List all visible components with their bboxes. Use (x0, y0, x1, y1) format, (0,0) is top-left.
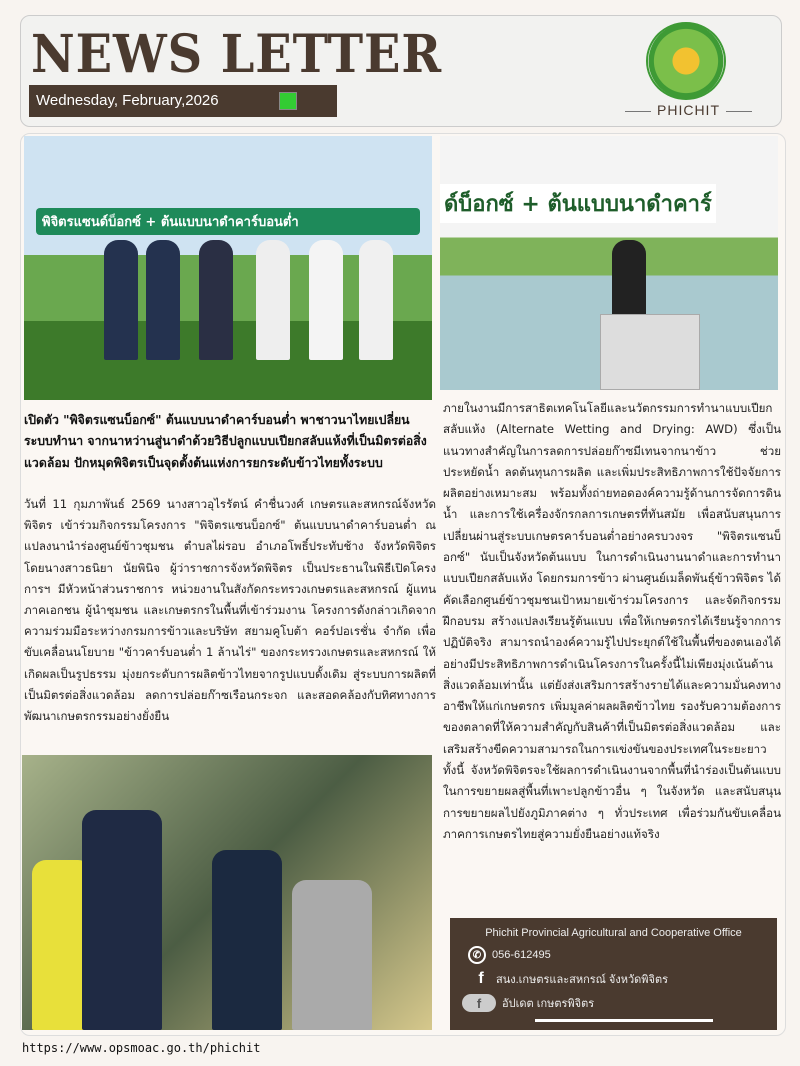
article-body-right: ภายในงานมีการสาธิตเทคโนโลยีและนวัตกรรมการทำนาแบบเปียกสลับแห้ง (Alternate Wetting and Drying: AWD) ซึ่งเป็นแนวทางสำคัญในการลดการปล่อยก๊าซมีเทนจากนาข้าว ช่วยประหยัดน้ำ ลดต้นทุนการผลิต และเพิ่มประสิทธิภาพการใช้ปัจจัยการผลิตอย่างเหมาะสม พร้อมทั้งถ่ายทอดองค์ความรู้ด้านการจัดการดิน น้ำ และการใช้เครื่องจักรกลการเกษตรที่ทันสมัย เพื่อสนับสนุนการเปลี่ยนผ่านสู่ระบบเกษตรคาร์บอนต่ำอย่างครบวงจร "พิจิตรแซนบ็อกซ์" นับเป็นจังหวัดต้นแบบ ในการดำเนินงานนาดำและการทำนาแบบเปียกสลับแห้ง โดยกรมการข้าว ผ่านศูนย์เมล็ดพันธุ์ข้าวพิจิตร ได้คัดเลือกศูนย์ข้าวชุมชนเป้าหมายเข้าร่วมโครงการ และจัดกิจกรรมฝึกอบรม สร้างแปลงเรียนรู้ต้นแบบ เพื่อให้เกษตรกรได้เรียนรู้จากการปฏิบัติจริง สามารถนำองค์ความรู้ไปประยุกต์ใช้ในพื้นที่ของตนเองได้อย่างมีประสิทธิภาพการดำเนินโครงการในครั้งนี้ไม่เพียงมุ่งเน้นด้านสิ่งแวดล้อมเท่านั้น แต่ยังส่งเสริมการสร้างรายได้และความมั่นคงทางอาชีพให้แก่เกษตรกร เพิ่มมูลค่าผลผลิตข้าวไทย รองรับความต้องการของตลาดที่ให้ความสำคัญกับสินค้าที่เป็นมิตรต่อสิ่งแวดล้อม และเสริมสร้างขีดความสามารถในการแข่งขันของประเทศในระยะยาวทั้งนี้ จังหวัดพิจิตรจะใช้ผลการดำเนินงานจากพื้นที่นำร่องเป็นต้นแบบในการขยายผลสู่พื้นที่เพาะปลูกข้าวอื่น ๆ ในจังหวัด และสนับสนุนการขยายผลไปยังภูมิภาคต่าง ๆ ทั่วประเทศ เพื่อร่วมกันขับเคลื่อนภาคการเกษตรไทยสู่ความยั่งยืนอย่างแท้จริง (443, 401, 781, 841)
article-body-left: วันที่ 11 กุมภาพันธ์ 2569 นางสาวอุไรรัตน์ คำชื่นวงศ์ เกษตรและสหกรณ์จังหวัดพิจิตร เข้าร่วมกิจกรรมโครงการ "พิจิตรแซนบ็อกซ์" ต้นแบบนาดำคาร์บอนต่ำ ณ แปลงนานำร่องศูนย์ข้าวชุมชน ตำบลไผ่รอบ อำเภอโพธิ์ประทับช้าง จังหวัดพิจิตร โดยนางสาวธนิยา นัยพินิจ ผู้ว่าราชการจังหวัดพิจิตร เป็นประธานในพิธีเปิดโครงการฯ มีหัวหน้าส่วนราชการ หน่วยงานในสังกัดกระทรวงเกษตรและสหกรณ์ ผู้แทนภาคเอกชน ผู้นำชุมชน และเกษตรกรในพื้นที่เข้าร่วมงาน โครงการดังกล่าวเกิดจากความร่วมมือระหว่างกรมการข้าวและบริษัท สยามคูโบต้า คอร์ปอเรชั่น จำกัด เพื่อขับเคลื่อนนโยบาย "ข้าวคาร์บอนต่ำ 1 ล้านไร่" ของกระทรวงเกษตรและสหกรณ์ ให้เกิดผลเป็นรูปธรรม มุ่งยกระดับการผลิตข้าวไทยจากรูปแบบดั้งเดิม สู่ระบบการผลิตที่เป็นมิตรต่อสิ่งแวดล้อม ลดการปล่อยก๊าซเรือนกระจก และสอดคล้องกับทิศทางการพัฒนาเกษตรกรรมอย่างยั่งยืน (24, 497, 436, 724)
newsletter-title: NEWS LETTER (31, 24, 443, 85)
phone-row (468, 946, 551, 964)
newsletter-header (20, 15, 782, 127)
speech-photo (440, 136, 778, 390)
phone-icon: ✆ (468, 946, 486, 964)
office-name: Phichit Provincial Agricultural and Cooperative Office (485, 927, 742, 939)
person (292, 880, 372, 1030)
ministry-seal-logo (646, 22, 726, 100)
facebook-page-row (462, 994, 594, 1012)
photo-banner: พิจิตรแซนด์บ็อกซ์ + ต้นแบบนาดำคาร์บอนต่ำ (36, 208, 420, 235)
person (256, 240, 290, 360)
person (82, 810, 162, 1030)
facebook-link[interactable]: สนง.เกษตรและสหกรณ์ จังหวัดพิจิตร (496, 974, 669, 986)
status-square-icon (279, 92, 297, 110)
facebook-page-icon: f (462, 994, 496, 1012)
person (309, 240, 343, 360)
divider (535, 1019, 713, 1022)
person (212, 850, 282, 1030)
phone-number[interactable]: 056-612495 (492, 949, 551, 961)
person (199, 240, 233, 360)
facebook-row (472, 970, 668, 988)
person (146, 240, 180, 360)
ceremony-group-photo (24, 136, 432, 400)
contact-footer (450, 918, 777, 1030)
article-headline: เปิดตัว "พิจิตรแซนบ็อกซ์" ต้นแบบนาดำคาร์บอนต่ำ พาชาวนาไทยเปลี่ยนระบบทำนา จากนาหว่านสู่นาดำด้วยวิธีปลูกแบบเปียกสลับแห้งที่เป็นมิตรต่อสิ่งแวดล้อม ปักหมุดพิจิตรเป็นจุดตั้งต้นแห่งการยกระดับข้าวไทยทั้งระบบ (24, 413, 427, 470)
facebook-page-link[interactable]: อัปเดต เกษตรพิจิตร (502, 998, 595, 1010)
location-label: PHICHIT (619, 102, 758, 118)
date-text: Wednesday, February,2026 (36, 92, 219, 109)
photo-banner: ด์บ็อกซ์ + ต้นแบบนาดำคาร์ (440, 184, 716, 223)
podium (600, 314, 700, 390)
date-bar (29, 85, 337, 117)
field-demo-photo (22, 755, 432, 1030)
person (104, 240, 138, 360)
person (359, 240, 393, 360)
website-url[interactable]: https://www.opsmoac.go.th/phichit (22, 1041, 261, 1055)
facebook-icon: f (478, 970, 484, 987)
